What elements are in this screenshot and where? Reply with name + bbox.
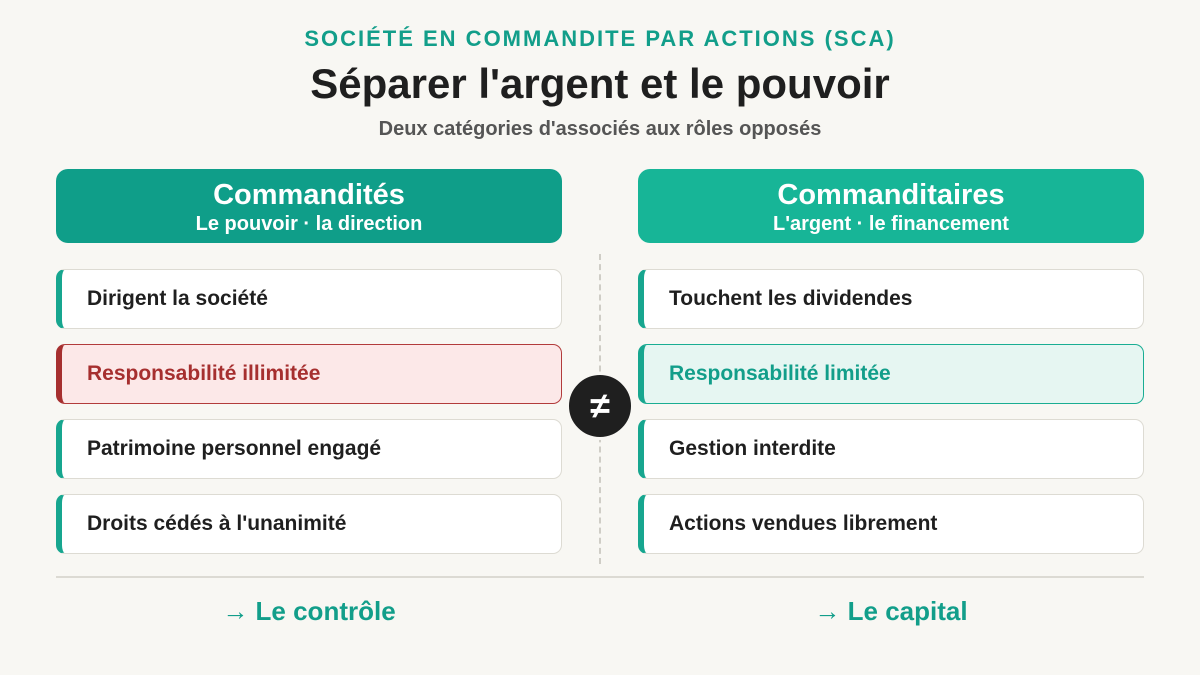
commanditaires-item-dividendes: Touchent les dividendes	[638, 269, 1144, 329]
commandites-item-droits: Droits cédés à l'unanimité	[56, 494, 562, 554]
commanditaires-title: Commanditaires	[777, 179, 1005, 211]
commandites-title: Commandités	[213, 179, 405, 211]
commandites-header	[56, 169, 562, 243]
footer-rule	[56, 576, 1144, 578]
commanditaires-column	[638, 169, 1144, 569]
footer-controle: → Le contrôle	[222, 596, 396, 626]
commanditaires-header	[638, 169, 1144, 243]
commanditaires-subtitle: L'argent · le financement	[773, 213, 1009, 235]
commandites-item-patrimoine: Patrimoine personnel engagé	[56, 419, 562, 479]
not-equal-icon: ≠	[566, 372, 634, 440]
commandites-list	[56, 269, 562, 554]
commanditaires-item-gestion: Gestion interdite	[638, 419, 1144, 479]
eyebrow-label: SOCIÉTÉ EN COMMANDITE PAR ACTIONS (SCA)	[304, 26, 896, 51]
commanditaires-item-actions: Actions vendues librement	[638, 494, 1144, 554]
commandites-column	[56, 169, 562, 569]
commandites-item-responsabilite: Responsabilité illimitée	[56, 344, 562, 404]
commanditaires-item-responsabilite: Responsabilité limitée	[638, 344, 1144, 404]
commandites-item-dirigent: Dirigent la société	[56, 269, 562, 329]
commandites-subtitle: Le pouvoir · la direction	[195, 213, 423, 235]
page-subtitle: Deux catégories d'associés aux rôles opposés	[378, 118, 822, 140]
footer-capital: → Le capital	[814, 596, 968, 626]
commanditaires-list	[638, 269, 1144, 554]
page-title: Séparer l'argent et le pouvoir	[310, 60, 890, 107]
